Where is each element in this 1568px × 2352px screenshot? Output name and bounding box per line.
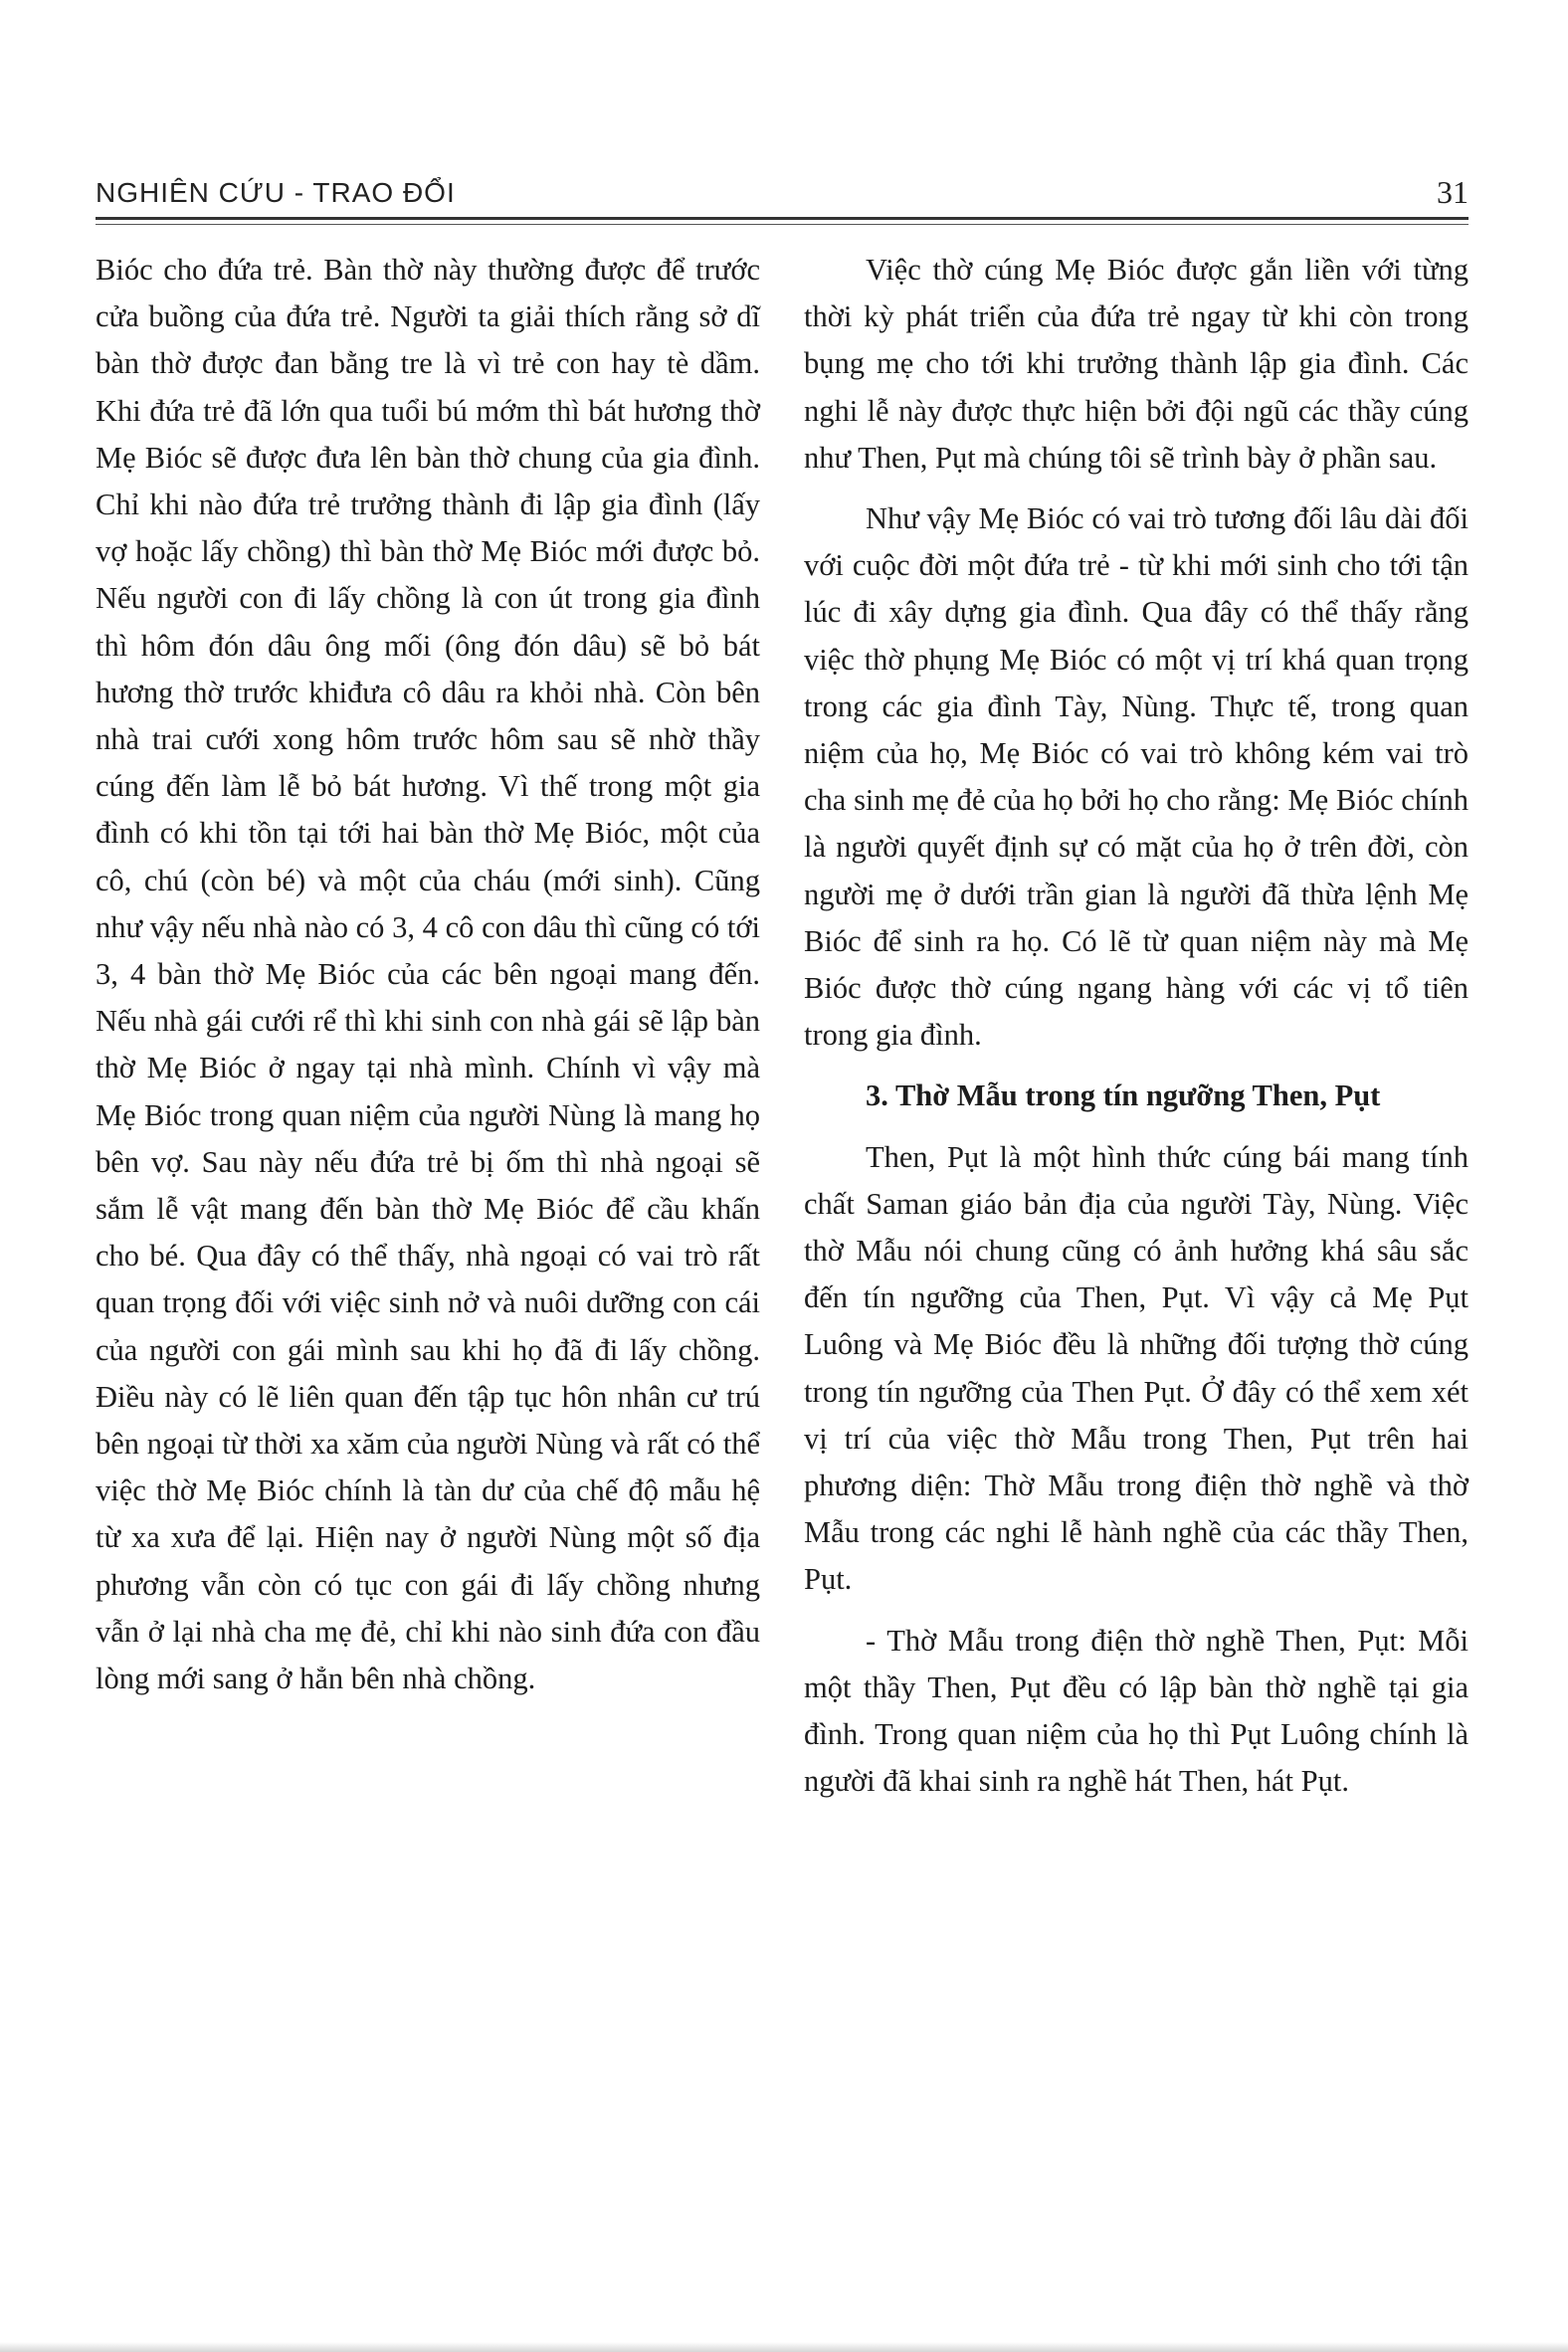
header-rule-thick [96,217,1469,220]
right-paragraph-1: Việc thờ cúng Mẹ Bióc được gắn liền với từng thời kỳ phát triển của đứa trẻ ngay từ khi còn trong bụng mẹ cho tới khi trưởng thành lập gia đình. Các nghi lễ này được thực hiện bởi đội ngũ các thầy cúng như Then, Pụt mà chúng tôi sẽ trình bày ở phần sau. [804,253,1469,475]
running-title: NGHIÊN CỨU - TRAO ĐỔI [96,177,456,208]
section-heading: 3. Thờ Mẫu trong tín ngưỡng Then, Pụt [866,1078,1381,1113]
right-paragraph-2: Như vậy Mẹ Bióc có vai trò tương đối lâu dài đối với cuộc đời một đứa trẻ - từ khi mới sinh cho tới tận lúc đi xây dựng gia đình. Qua đây có thể thấy rằng việc thờ phụng Mẹ Bióc có một vị trí khá quan trọng trong các gia đình Tày, Nùng. Thực tế, trong quan niệm của họ, Mẹ Bióc có vai trò không kém vai trò cha sinh mẹ đẻ của họ bởi họ cho rằng: Mẹ Bióc chính là người quyết định sự có mặt của họ ở trên đời, còn người mẹ ở dưới trần gian là người đã thừa lệnh Mẹ Bióc để sinh ra họ. Có lẽ từ quan niệm này mà Mẹ Bióc được thờ cúng ngang hàng với các vị tổ tiên trong gia đình. [804,501,1469,1053]
page-header [96,171,1469,217]
header-rule-thin [96,224,1469,225]
right-column [804,247,1469,1806]
left-column [96,247,760,1702]
right-paragraph-4: - Thờ Mẫu trong điện thờ nghề Then, Pụt: Mỗi một thầy Then, Pụt đều có lập bàn thờ nghề tại gia đình. Trong quan niệm của họ thì Pụt Luông chính là người đã khai sinh ra nghề hát Then, hát Pụt. [804,1623,1469,1799]
left-paragraph-1: Bióc cho đứa trẻ. Bàn thờ này thường được để trước cửa buồng của đứa trẻ. Người ta giải thích rằng sở dĩ bàn thờ được đan bằng tre là vì trẻ con hay tè dầm. Khi đứa trẻ đã lớn qua tuổi bú mớm thì bát hương thờ Mẹ Bióc sẽ được đưa lên bàn thờ chung của gia đình. Chỉ khi nào đứa trẻ trưởng thành đi lập gia đình (lấy vợ hoặc lấy chồng) thì bàn thờ Mẹ Bióc mới được bỏ. Nếu người con đi lấy chồng là con út trong gia đình thì hôm đón dâu ông mối (ông đón dâu) sẽ bỏ bát hương thờ trước khiđưa cô dâu ra khỏi nhà. Còn bên nhà trai cưới xong hôm trước hôm sau sẽ nhờ thầy cúng đến làm lễ bỏ bát hương. Vì thế trong một gia đình có khi tồn tại tới hai bàn thờ Mẹ Bióc, một của cô, chú (còn bé) và một của cháu (mới sinh). Cũng như vậy nếu nhà nào có 3, 4 cô con dâu thì cũng có tới 3, 4 bàn thờ Mẹ Bióc của các bên ngoại mang đến. Nếu nhà gái cưới rể thì khi sinh con nhà gái sẽ lập bàn thờ Mẹ Bióc ở ngay tại nhà mình. Chính vì vậy mà Mẹ Bióc trong quan niệm của người Nùng là mang họ bên vợ. Sau này nếu đứa trẻ bị ốm thì nhà ngoại sẽ sắm lễ vật mang đến bàn thờ Mẹ Bióc để cầu khấn cho bé. Qua đây có thể thấy, nhà ngoại có vai trò rất quan trọng đối với việc sinh nở và nuôi dưỡng con cái của người con gái mình sau khi họ đã đi lấy chồng. Điều này có lẽ liên quan đến tập tục hôn nhân cư trú bên ngoại từ thời xa xăm của người Nùng và rất có thể việc thờ Mẹ Bióc chính là tàn dư của chế độ mẫu hệ từ xa xưa để lại. Hiện nay ở người Nùng một số địa phương vẫn còn có tục con gái đi lấy chồng nhưng vẫn ở lại nhà cha mẹ đẻ, chỉ khi nào sinh đứa con đầu lòng mới sang ở hẳn bên nhà chồng. [96,253,760,1696]
right-paragraph-3: Then, Pụt là một hình thức cúng bái mang tính chất Saman giáo bản địa của người Tày, Nùng. Việc thờ Mẫu nói chung cũng có ảnh hưởng khá sâu sắc đến tín ngưỡng của Then, Pụt. Vì vậy cả Mẹ Pụt Luông và Mẹ Bióc đều là những đối tượng thờ cúng trong tín ngưỡng của Then Pụt. Ở đây có thể xem xét vị trí của việc thờ Mẫu trong Then, Pụt trên hai phương diện: Thờ Mẫu trong điện thờ nghề và thờ Mẫu trong các nghi lễ hành nghề của các thầy Then, Pụt. [804,1139,1469,1597]
page-number: 31 [1437,174,1469,210]
scan-edge [0,2342,1568,2352]
